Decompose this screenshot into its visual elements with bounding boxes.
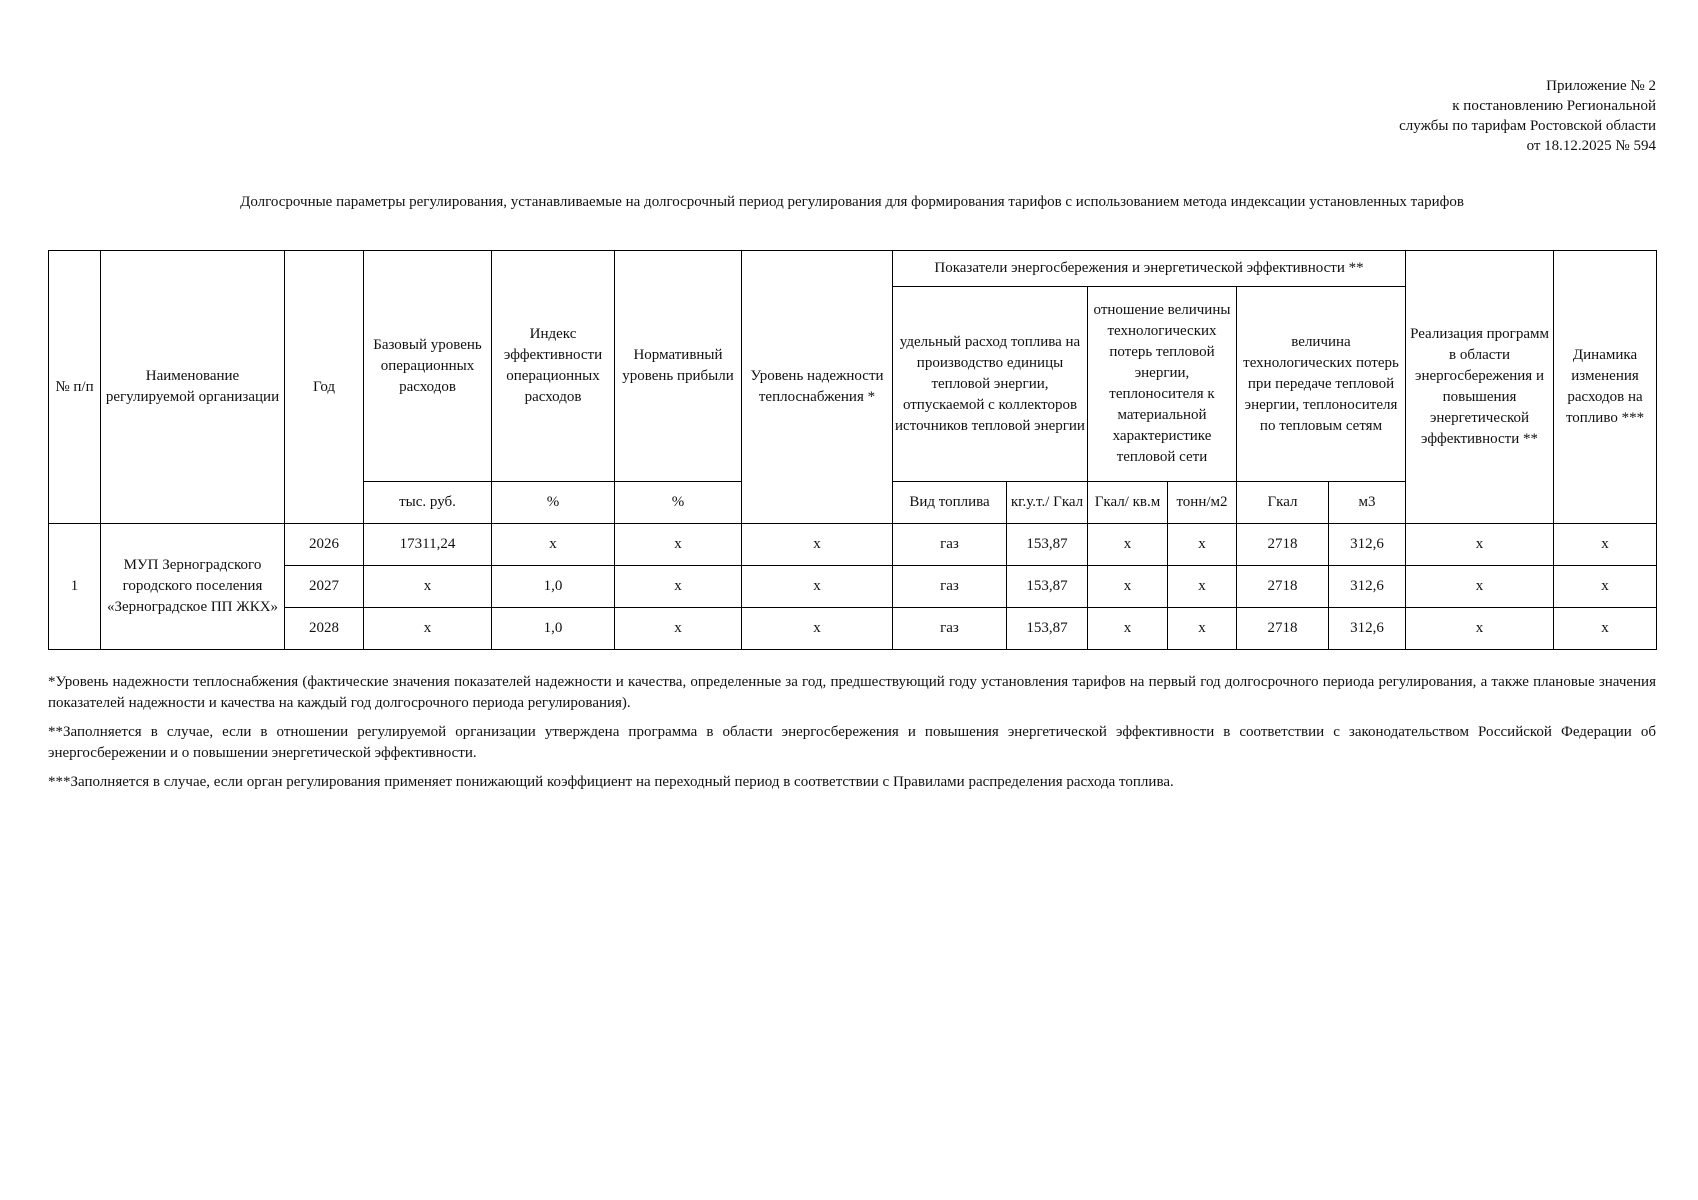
header-efficiency-index: Индекс эффективности операционных расходов <box>492 251 615 482</box>
cell-loss-gcal-m2: x <box>1088 566 1168 608</box>
footnote-energy-program: **Заполняется в случае, если в отношении регулируемой организации утверждена программа в области энергосбережения и повышения энергетической эффективности в соответствии с законодательством Российской Федерации об энергосбережении и о повышении энергетической эффективности. <box>48 724 1656 761</box>
cell-loss-t-m2: x <box>1168 524 1237 566</box>
table-row <box>49 608 1657 650</box>
cell-loss-t-m2: x <box>1168 566 1237 608</box>
cell-efficiency-index: 1,0 <box>492 566 615 608</box>
table-row <box>49 566 1657 608</box>
cell-reliability: x <box>742 608 893 650</box>
cell-loss-gcal-m2: x <box>1088 524 1168 566</box>
document-title: Долгосрочные параметры регулирования, устанавливаемые на долгосрочный период регулирования для формирования тарифов с использованием метода индексации установленных тарифов <box>240 194 1464 210</box>
header-fuel-dynamics: Динамика изменения расходов на топливо *** <box>1554 251 1657 524</box>
appendix-number: Приложение № 2 <box>1546 78 1656 94</box>
appendix-resolution: к постановлению Региональной <box>1452 98 1656 114</box>
cell-fuel-dynamics: x <box>1554 524 1657 566</box>
header-fuel-rate: удельный расход топлива на производство единицы тепловой энергии, отпускаемой с коллекторов источников тепловой энергии <box>893 287 1088 482</box>
appendix-authority: службы по тарифам Ростовской области <box>1399 118 1656 134</box>
footnote-fuel-dynamics: ***Заполняется в случае, если орган регулирования применяет понижающий коэффициент на переходный период в соответствии с Правилами распределения расхода топлива. <box>48 774 1174 790</box>
cell-loss-gcal-m2: x <box>1088 608 1168 650</box>
header-organization: Наименование регулируемой организации <box>101 251 285 524</box>
unit-loss-t-m2: тонн/м2 <box>1168 482 1237 524</box>
cell-efficiency-index: 1,0 <box>492 608 615 650</box>
cell-loss-gcal: 2718 <box>1237 608 1329 650</box>
footnotes <box>48 672 1656 801</box>
cell-loss-m3: 312,6 <box>1329 524 1406 566</box>
cell-normative-profit: x <box>615 566 742 608</box>
cell-fuel-rate: 153,87 <box>1007 524 1088 566</box>
parameters-table <box>48 250 1657 650</box>
cell-fuel-dynamics: x <box>1554 608 1657 650</box>
cell-base-costs: x <box>364 608 492 650</box>
unit-fuel-rate: кг.у.т./ Гкал <box>1007 482 1088 524</box>
header-loss-ratio: отношение величины технологических потерь тепловой энергии, теплоносителя к материальной характеристике тепловой сети <box>1088 287 1237 482</box>
header-year: Год <box>285 251 364 524</box>
header-normative-profit: Нормативный уровень прибыли <box>615 251 742 482</box>
cell-efficiency-index: x <box>492 524 615 566</box>
cell-fuel-type: газ <box>893 566 1007 608</box>
cell-energy-program: x <box>1406 524 1554 566</box>
cell-loss-gcal: 2718 <box>1237 566 1329 608</box>
cell-base-costs: 17311,24 <box>364 524 492 566</box>
header-energy-group: Показатели энергосбережения и энергетической эффективности ** <box>893 251 1406 287</box>
cell-normative-profit: x <box>615 524 742 566</box>
unit-loss-m3: м3 <box>1329 482 1406 524</box>
header-loss-value: величина технологических потерь при передаче тепловой энергии, теплоносителя по тепловым сетям <box>1237 287 1406 482</box>
unit-profit: % <box>615 482 742 524</box>
cell-reliability: x <box>742 566 893 608</box>
cell-energy-program: x <box>1406 608 1554 650</box>
cell-reliability: x <box>742 524 893 566</box>
cell-fuel-rate: 153,87 <box>1007 566 1088 608</box>
footnote-reliability: *Уровень надежности теплоснабжения (фактические значения показателей надежности и качества, определенные за год, предшествующий году установления тарифов на первый год долгосрочного периода регулирования, а также плановые значения показателей надежности и качества на каждый год долгосрочного периода регулирования). <box>48 674 1656 711</box>
cell-loss-gcal: 2718 <box>1237 524 1329 566</box>
table-row <box>49 524 1657 566</box>
header-reliability: Уровень надежности теплоснабжения * <box>742 251 893 524</box>
header-num: № п/п <box>49 251 101 524</box>
cell-loss-t-m2: x <box>1168 608 1237 650</box>
appendix-date: от 18.12.2025 № 594 <box>1526 138 1656 154</box>
unit-index: % <box>492 482 615 524</box>
cell-fuel-type: газ <box>893 608 1007 650</box>
cell-loss-m3: 312,6 <box>1329 566 1406 608</box>
cell-year: 2026 <box>285 524 364 566</box>
cell-year: 2027 <box>285 566 364 608</box>
unit-loss-gcal: Гкал <box>1237 482 1329 524</box>
cell-fuel-rate: 153,87 <box>1007 608 1088 650</box>
row-number: 1 <box>49 524 101 650</box>
cell-fuel-type: газ <box>893 524 1007 566</box>
cell-base-costs: x <box>364 566 492 608</box>
header-base-costs: Базовый уровень операционных расходов <box>364 251 492 482</box>
unit-loss-gcal-m2: Гкал/ кв.м <box>1088 482 1168 524</box>
cell-year: 2028 <box>285 608 364 650</box>
appendix-header <box>1399 76 1656 156</box>
organization-name: МУП Зерноградского городского поселения «Зерноградское ПП ЖКХ» <box>101 524 285 650</box>
unit-base: тыс. руб. <box>364 482 492 524</box>
header-energy-program: Реализация программ в области энергосбережения и повышения энергетической эффективности ** <box>1406 251 1554 524</box>
cell-normative-profit: x <box>615 608 742 650</box>
unit-fuel-type: Вид топлива <box>893 482 1007 524</box>
cell-fuel-dynamics: x <box>1554 566 1657 608</box>
cell-energy-program: x <box>1406 566 1554 608</box>
cell-loss-m3: 312,6 <box>1329 608 1406 650</box>
